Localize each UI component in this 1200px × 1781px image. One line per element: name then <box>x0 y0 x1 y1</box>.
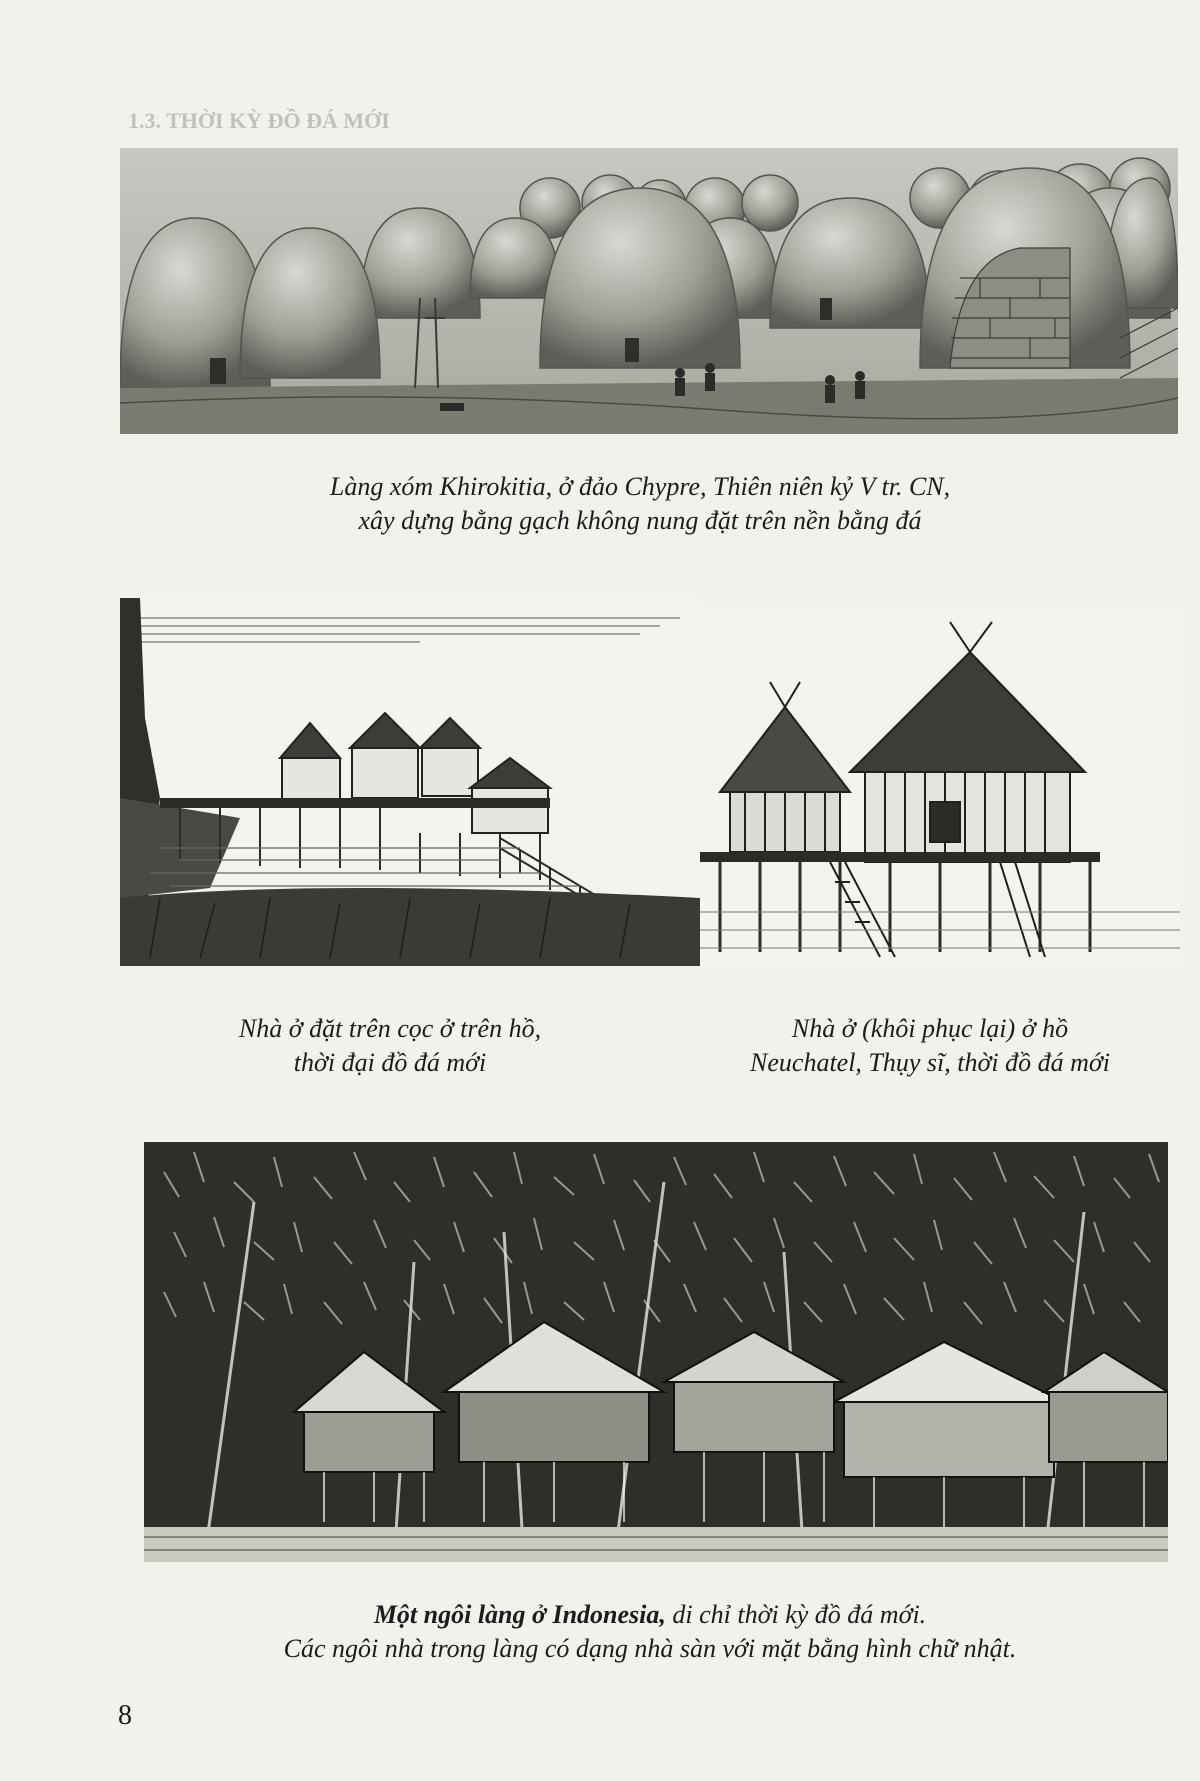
khirokitia-caption-line2: xây dựng bằng gạch không nung đặt trên nền bằng đá <box>358 505 922 535</box>
khirokitia-village-illustration <box>120 148 1178 434</box>
khirokitia-caption <box>250 470 1030 538</box>
indonesia-village-illustration <box>144 1142 1168 1562</box>
neuchatel-houses-illustration <box>700 612 1180 966</box>
stilt-lake-caption <box>200 1012 580 1080</box>
indonesia-caption-line2: Các ngôi nhà trong làng có dạng nhà sàn với mặt bằng hình chữ nhật. <box>283 1633 1017 1663</box>
neuchatel-caption-line2: Neuchatel, Thụy sĩ, thời đồ đá mới <box>750 1047 1110 1077</box>
indonesia-caption-rest: di chỉ thời kỳ đồ đá mới. <box>665 1600 927 1629</box>
khirokitia-caption-line1: Làng xóm Khirokitia, ở đảo Chypre, Thiên niên kỷ V tr. CN, <box>329 472 951 501</box>
page-number: 8 <box>118 1700 132 1731</box>
bleed-through-heading: 1.3. THỜI KỲ ĐỒ ĐÁ MỚI <box>128 108 390 133</box>
stilt-lake-caption-line1: Nhà ở đặt trên cọc ở trên hồ, <box>238 1014 542 1043</box>
indonesia-caption-line1 <box>200 1598 1100 1632</box>
neuchatel-caption-line1: Nhà ở (khôi phục lại) ở hồ <box>791 1014 1069 1043</box>
neuchatel-caption <box>720 1012 1140 1080</box>
indonesia-caption-bold: Một ngôi làng ở Indonesia, <box>373 1600 666 1629</box>
lake-stilt-houses-illustration <box>120 598 700 966</box>
stilt-lake-caption-line2: thời đại đồ đá mới <box>293 1047 487 1077</box>
indonesia-caption <box>200 1598 1100 1666</box>
